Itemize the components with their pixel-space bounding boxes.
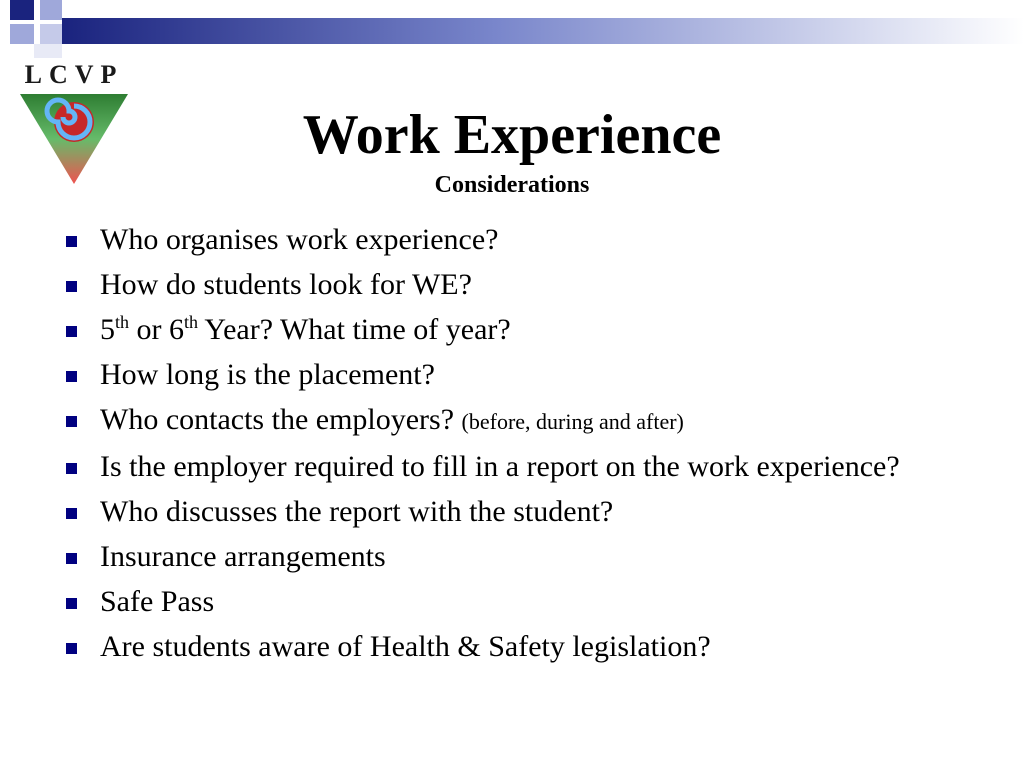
square-bullet-icon bbox=[66, 508, 77, 519]
bullet-text: Who discusses the report with the student? bbox=[100, 495, 614, 528]
logo-text: LCVP bbox=[24, 60, 124, 89]
bullet-item bbox=[60, 357, 960, 393]
bullet-text: Insurance arrangements bbox=[100, 540, 386, 573]
bullet-item bbox=[60, 222, 960, 258]
square-bullet-icon bbox=[66, 643, 77, 654]
bullet-item bbox=[60, 584, 960, 620]
superscript: th bbox=[115, 312, 130, 332]
square-bullet-icon bbox=[66, 416, 77, 427]
square-bullet-icon bbox=[66, 553, 77, 564]
square-bullet-icon bbox=[66, 326, 77, 337]
bullet-text: How do students look for WE? bbox=[100, 268, 472, 301]
bullet-text: Are students aware of Health & Safety legislation? bbox=[100, 630, 711, 663]
bullet-list bbox=[60, 222, 960, 674]
bullet-text: Who organises work experience? bbox=[100, 223, 499, 256]
bullet-item bbox=[60, 267, 960, 303]
bullet-text: Is the employer required to fill in a report on the work experience? bbox=[100, 450, 900, 483]
bullet-text: Safe Pass bbox=[100, 585, 215, 618]
square-bullet-icon bbox=[66, 236, 77, 247]
bullet-text: 5 bbox=[100, 313, 115, 346]
decorative-top-band bbox=[0, 0, 1024, 62]
bullet-item bbox=[60, 312, 960, 348]
square-bullet-icon bbox=[66, 371, 77, 382]
slide-title: Work Experience bbox=[302, 104, 722, 166]
bullet-item bbox=[60, 449, 960, 485]
bullet-text: How long is the placement? bbox=[100, 358, 435, 391]
square-bullet-icon bbox=[66, 598, 77, 609]
square-bullet-icon bbox=[66, 463, 77, 474]
bullet-text: Who contacts the employers? bbox=[100, 403, 462, 436]
bullet-item bbox=[60, 629, 960, 665]
bullet-note: (before, during and after) bbox=[461, 409, 684, 434]
superscript: th bbox=[184, 312, 199, 332]
bullet-text: Year? What time of year? bbox=[198, 313, 511, 346]
slide-subtitle: Considerations bbox=[434, 172, 590, 198]
square-bullet-icon bbox=[66, 281, 77, 292]
bullet-text: 6 bbox=[169, 313, 185, 346]
bullet-item bbox=[60, 494, 960, 530]
bullet-text: or bbox=[129, 313, 170, 346]
bullet-item bbox=[60, 539, 960, 575]
bullet-item bbox=[60, 402, 960, 440]
